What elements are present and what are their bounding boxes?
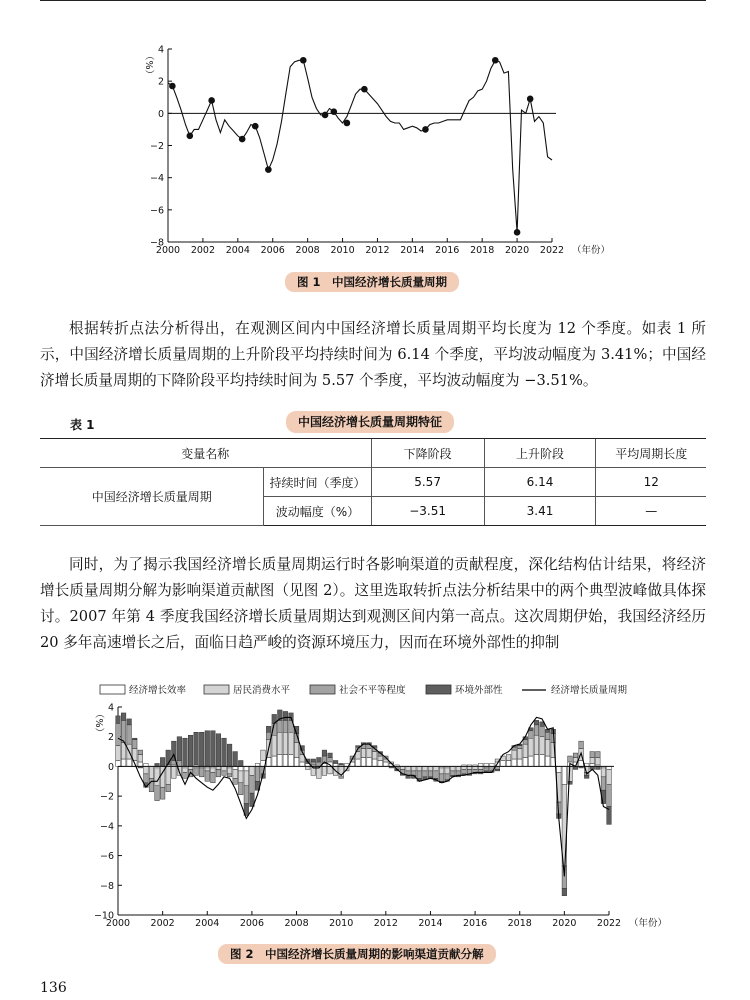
x-tick-label: 2022 [596,918,622,929]
x-tick-label: 2016 [435,245,460,256]
paragraph-2 [40,552,706,656]
bar-segment [238,783,243,795]
x-tick-label: 2006 [239,918,265,929]
bar-segment [411,771,416,775]
bar-segment [361,758,366,767]
top-rule [40,0,706,1]
table-cell: 6.14 [484,468,596,497]
x-axis-title: （年份） [629,918,668,929]
bar-segment [166,784,171,791]
legend-label: 居民消费水平 [233,685,291,696]
bar-segment [557,766,562,772]
bar-segment [322,750,327,756]
row-label: 中国经济增长质量周期 [40,468,264,526]
bar-segment [417,766,422,770]
paragraph-1-text: 根据转折点法分析得出，在观测区间内中国经济增长质量周期平均长度为 12 个季度。如表 1 所示，中国经济增长质量周期的上升阶段平均持续时间为 6.14 个季度，平均波动幅度为 3.41%；中国经济增长质量周期的下降阶段平均持续时间为 5.57 个季度，平均波动幅度为 −3.51%。 [40,320,706,389]
bar-segment [132,740,137,749]
bar-segment [596,758,601,765]
bar-segment [233,778,238,784]
x-tick-label: 2018 [470,245,495,256]
bar-segment [540,726,545,736]
bar-segment [545,756,550,766]
bar-segment [417,771,422,778]
bar-segment [205,771,210,781]
bar-segment [601,777,606,790]
turning-point-marker [422,126,429,133]
legend-swatch [310,685,335,694]
bar-segment [261,750,266,760]
y-tick-label: −8 [149,237,164,249]
bar-segment [172,766,177,778]
bar-segment [116,746,121,761]
bar-segment [579,741,584,748]
bar-segment [289,732,294,754]
bar-segment [562,888,567,895]
bar-segment [406,766,411,770]
bar-segment [227,744,232,766]
y-tick-label: −2 [99,791,114,803]
page-number: 136 [40,980,67,996]
legend-swatch [100,685,125,694]
bar-segment [517,759,522,766]
x-axis-title: （年份） [572,245,611,256]
bar-segment [590,752,595,758]
x-tick-label: 2020 [552,918,577,929]
bar-segment [534,755,539,767]
bar-segment [127,759,132,766]
bar-segment [227,774,232,777]
bar-segment [211,731,216,767]
bar-segment [568,781,573,784]
bar-segment [272,756,277,766]
x-tick-label: 2020 [504,245,530,256]
legend-swatch [426,685,451,694]
bar-segment [311,762,316,765]
cycle-line [168,60,552,232]
bar-segment [127,719,132,725]
bar-segment [289,713,294,720]
bar-segment [266,726,271,732]
bar-segment [534,720,539,724]
bar-segment [216,734,221,767]
bar-segment [540,755,545,767]
bar-segment [266,758,271,767]
bar-segment [250,766,255,775]
bar-segment [283,755,288,767]
turning-point-marker [300,57,307,64]
bar-segment [545,740,550,756]
bar-segment [523,758,528,767]
bar-segment [183,772,188,778]
bar-segment [529,738,534,756]
bar-segment [523,740,528,744]
bar-segment [132,738,137,739]
bar-segment [183,738,188,766]
paragraph-2-text: 同时，为了揭示我国经济增长质量周期运行时各影响渠道的贡献程度，深化结构估计结果，将经济增长质量周期分解为影响渠道贡献图（见图 2）。这里选取转折点法分析结果中的两个典型波峰做具体探讨。2007 年第 4 季度我国经济增长质量周期达到观测区间内第一高点。这次周期伊始，我国经济经历 20 多年高速增长之后，面临日趋严峻的资源环境压力，因而在环境外部性的抑制 [40,556,706,651]
turning-point-marker [252,123,259,130]
bar-segment [607,784,612,806]
bar-segment [244,771,249,786]
bar-segment [160,758,165,767]
bar-segment [372,752,377,759]
bar-segment [132,749,137,761]
metric-label: 持续时间（季度） [264,468,371,497]
bar-segment [244,786,249,804]
bar-segment [506,760,511,766]
x-tick-label: 2008 [284,918,309,929]
bar-segment [278,732,283,754]
bar-segment [456,771,461,775]
bar-segment [378,756,383,760]
y-tick-label: −2 [149,141,164,152]
figure-1-chart [130,40,650,265]
bar-segment [328,758,333,762]
bar-segment [562,766,567,784]
bar-segment [283,720,288,732]
legend-label: 环境外部性 [455,685,503,696]
bar-segment [450,771,455,775]
y-tick-label: 2 [157,76,164,88]
table-header-row [40,439,706,468]
x-tick-label: 2008 [295,245,320,256]
bar-segment [545,732,550,739]
turning-point-marker [239,136,246,143]
y-tick-label: −10 [93,910,114,922]
bar-segment [205,768,210,771]
bar-segment [328,753,333,757]
bar-segment [434,766,439,770]
bar-segment [144,774,149,783]
bar-segment [423,771,428,777]
bar-segment [283,732,288,754]
bar-segment [356,759,361,766]
bar-segment [138,762,143,766]
legend-label: 经济增长效率 [129,685,187,696]
table-cell: — [596,497,706,526]
bar-segment [238,760,243,766]
header-up: 上升阶段 [484,439,596,468]
bar-segment [317,758,322,762]
bar-segment [155,768,160,786]
bar-segment [294,743,299,758]
bar-segment [194,732,199,765]
bar-segment [428,766,433,770]
bar-segment [512,759,517,766]
x-tick-label: 2012 [365,245,390,256]
table-1-title: 中国经济增长质量周期特征 [286,411,454,433]
bar-segment [607,769,612,784]
bar-segment [590,758,595,764]
y-tick-label: −4 [149,173,164,185]
bar-segment [450,766,455,770]
bar-segment [367,749,372,758]
x-tick-label: 2002 [190,245,216,256]
bar-segment [540,737,545,755]
bar-segment [278,755,283,767]
bar-segment [127,725,132,744]
bar-segment [495,769,500,770]
x-tick-label: 2010 [329,918,354,929]
bar-segment [116,716,121,723]
bar-segment [272,735,277,756]
x-tick-label: 2010 [330,245,355,256]
bar-segment [367,758,372,767]
table-cell: 3.41 [484,497,596,526]
figure-2-caption: 图 2 中国经济增长质量周期的影响渠道贡献分解 [218,944,496,964]
bar-segment [121,713,126,720]
bar-segment [529,756,534,766]
turning-point-marker [187,133,194,140]
legend-swatch [204,685,229,694]
paragraph-1 [40,316,706,394]
bar-segment [300,762,305,766]
bar-segment [177,737,182,761]
bar-segment [501,760,506,766]
bar-segment [188,735,193,766]
bar-segment [584,775,589,778]
bar-segment [199,768,204,777]
x-tick-label: 2014 [418,918,443,929]
turning-point-marker [344,120,351,127]
bar-segment [121,759,126,766]
table-cell: 5.57 [371,468,484,497]
bar-segment [517,746,522,749]
bar-segment [534,735,539,754]
bar-segment [216,769,221,776]
y-tick-label: 0 [157,108,164,120]
bar-segment [294,758,299,767]
legend-label: 社会不平等程度 [339,685,406,696]
x-tick-label: 2004 [195,918,220,929]
table-row [40,468,706,497]
x-tick-label: 2000 [105,918,131,929]
bar-segment [155,786,160,801]
y-tick-label: −6 [99,851,114,863]
bar-segment [378,760,383,766]
table-cell: 12 [596,468,706,497]
figure-2-chart [82,678,682,938]
bar-segment [211,772,216,782]
bar-segment [339,777,344,778]
bar-segment [333,760,338,763]
bar-segment [194,768,199,775]
x-tick-label: 2018 [507,918,532,929]
bar-segment [311,759,316,762]
turning-point-marker [331,108,338,115]
bar-segment [283,711,288,720]
bar-segment [250,775,255,793]
bar-segment [534,725,539,735]
bar-segment [222,771,227,775]
bar-segment [121,720,126,742]
bar-segment [149,778,154,791]
bar-segment [573,753,578,757]
bar-segment [456,766,461,770]
x-tick-label: 2016 [462,918,488,929]
header-avg: 平均周期长度 [596,439,706,468]
table-cell: −3.51 [371,497,484,526]
metric-label: 波动幅度（%） [264,497,371,526]
turning-point-marker [169,83,176,90]
bar-segment [339,763,344,764]
bar-segment [517,749,522,759]
x-tick-label: 2004 [225,245,250,256]
y-tick-label: 2 [107,732,114,744]
bar-segment [199,732,204,766]
y-axis-title: （%） [93,708,104,738]
bar-segment [211,768,216,772]
bar-segment [205,731,210,767]
bar-segment [423,766,428,770]
bar-segment [439,768,444,774]
bar-segment [227,768,232,774]
turning-point-marker [527,96,534,103]
turning-point-marker [265,166,272,173]
table-1-label: 表 1 [70,418,95,432]
bar-segment [238,766,243,770]
bar-segment [266,732,271,739]
bar-segment [372,759,377,766]
y-tick-label: −8 [99,880,114,892]
y-tick-label: 0 [107,761,114,773]
figure-1 [130,40,650,265]
header-down: 下降阶段 [371,439,484,468]
turning-point-marker [492,57,499,64]
y-tick-label: −6 [149,205,164,217]
bar-segment [322,766,327,775]
bar-segment [512,750,517,759]
x-tick-label: 2006 [260,245,285,256]
figure-1-caption: 图 1 中国经济增长质量周期 [285,272,459,292]
bar-segment [428,771,433,777]
x-tick-label: 2002 [150,918,175,929]
bar-segment [222,738,227,766]
bar-segment [278,720,283,732]
bar-segment [434,771,439,778]
bar-segment [233,769,238,778]
bar-segment [116,760,121,766]
x-tick-label: 2012 [373,918,398,929]
y-tick-label: −4 [99,821,114,833]
bar-segment [484,768,489,771]
y-tick-label: 4 [157,44,164,56]
bar-segment [255,766,260,781]
legend-label: 经济增长质量周期 [551,685,628,696]
x-tick-label: 2014 [400,245,425,256]
bar-segment [149,766,154,778]
bar-segment [138,755,143,762]
y-tick-label: 4 [107,702,114,714]
bar-segment [238,771,243,783]
bar-segment [523,744,528,757]
bar-segment [166,766,171,784]
turning-point-marker [208,97,215,104]
table-1 [40,438,706,526]
bar-segment [138,750,143,754]
figure-2 [82,678,682,938]
bar-segment [328,766,333,773]
bar-segment [601,768,606,777]
x-tick-label: 2000 [155,245,181,256]
bar-segment [411,766,416,770]
turning-point-marker [514,229,521,236]
bar-segment [144,766,149,773]
bar-segment [445,774,450,780]
bar-segment [361,749,366,758]
header-variable: 变量名称 [40,439,371,468]
bar-segment [233,752,238,767]
bar-segment [116,723,121,745]
bar-segment [506,755,511,761]
turning-point-marker [322,112,329,119]
bar-segment [222,766,227,770]
turning-point-marker [361,86,368,93]
bar-segment [568,756,573,762]
x-tick-label: 2022 [539,245,565,256]
bar-segment [244,766,249,770]
bar-segment [596,752,601,758]
y-axis-title: （%） [143,50,154,80]
bar-segment [445,768,450,774]
bar-segment [529,731,534,738]
bar-segment [289,755,294,767]
bar-segment [384,762,389,766]
bar-segment [462,769,467,773]
bar-segment [183,768,188,772]
bar-segment [579,760,584,766]
bar-segment [439,774,444,781]
bar-segment [160,787,165,799]
